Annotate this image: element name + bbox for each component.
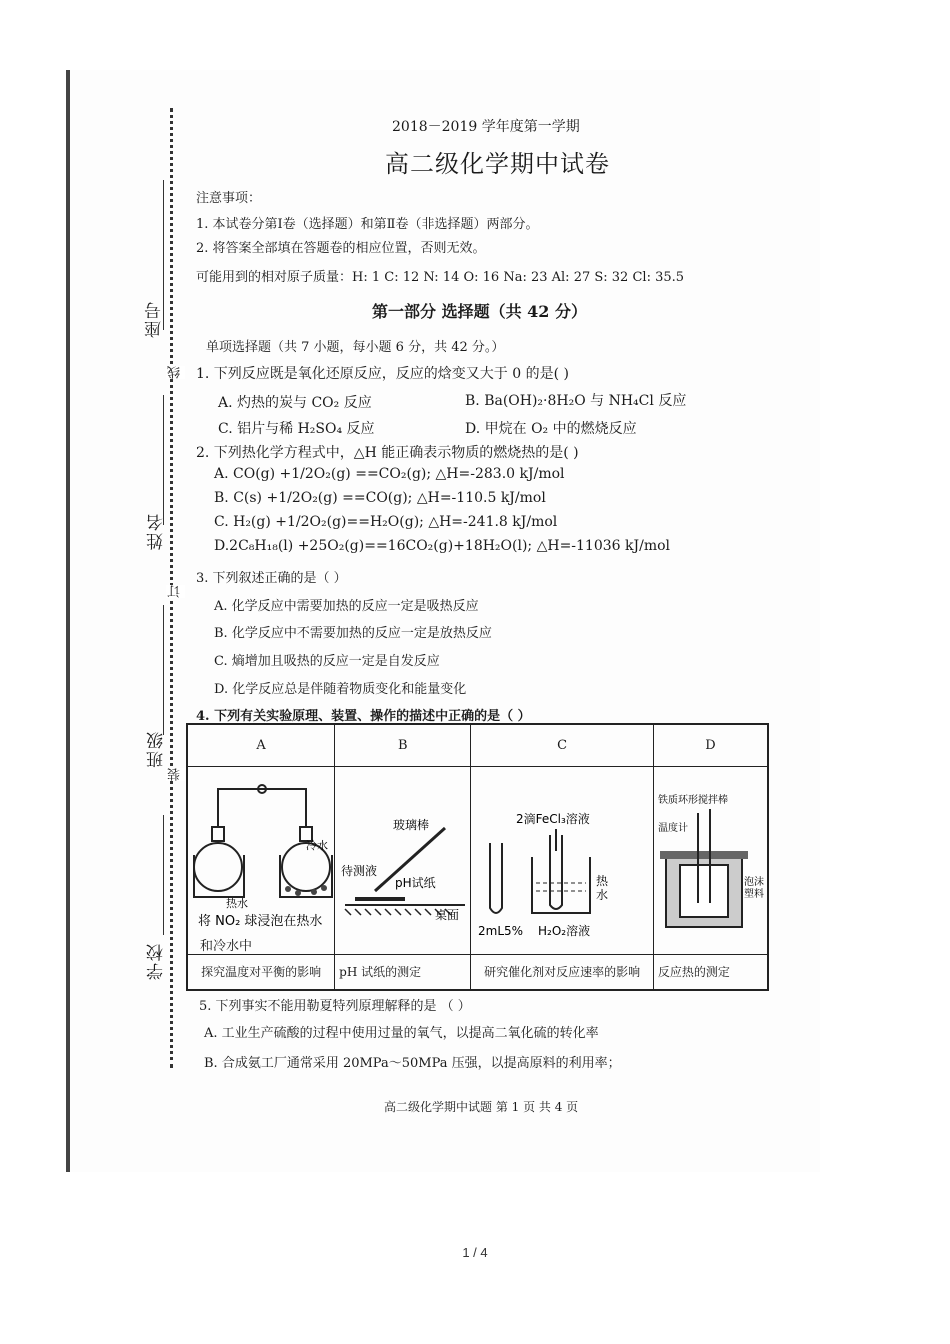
binding-xian: 线 xyxy=(168,366,183,379)
atomic-masses: 可能用到的相对原子质量：H: 1 C: 12 N: 14 O: 16 Na: 23 Al: 27 S: 32 Cl: 35.5 xyxy=(196,270,685,285)
q4-figure-d xyxy=(653,766,768,954)
glass-rod-label: 玻璃棒 xyxy=(393,818,430,832)
school-label: 学校 xyxy=(147,942,167,980)
class-blank xyxy=(163,605,164,735)
foam-label-1: 泡沫 xyxy=(743,877,764,888)
q4-figure-a xyxy=(187,766,335,954)
q4-caption-b: pH 试纸的测定 xyxy=(335,954,471,990)
q4-col-b-header: B xyxy=(335,724,471,766)
ph-paper-label: pH试纸 xyxy=(395,876,436,890)
q4-stem: 4. 下列有关实验原理、装置、操作的描述中正确的是（ ） xyxy=(196,709,531,724)
h2o2-amount-label: 2mL5% xyxy=(477,924,523,938)
page-number: 1 / 4 xyxy=(462,1245,488,1260)
q5-option-a: A. 工业生产硫酸的过程中使用过量的氧气，以提高二氧化硫的转化率 xyxy=(204,1026,599,1041)
no2-flasks-diagram xyxy=(188,767,334,937)
thermometer-label: 温度计 xyxy=(657,823,688,834)
note-2: 2. 将答案全部填在答题卷的相应位置，否则无效。 xyxy=(196,241,486,256)
cold-water-label: 冷水 xyxy=(306,838,329,852)
hot-water-label: 热水 xyxy=(226,896,249,910)
q4-figure-b xyxy=(335,766,471,954)
q3-option-c: C. 熵增加且吸热的反应一定是自发反应 xyxy=(214,654,440,669)
q3-option-b: B. 化学反应中不需要加热的反应一定是放热反应 xyxy=(214,626,492,641)
part1-instruction: 单项选择题（共 7 小题，每小题 6 分，共 42 分。） xyxy=(206,340,505,355)
q5-option-b: B. 合成氨工厂通常采用 20MPa～50MPa 压强，以提高原料的利用率； xyxy=(204,1056,621,1071)
q2-stem: 2. 下列热化学方程式中，△H 能正确表示物质的燃烧热的是( ) xyxy=(196,445,579,461)
q2-option-d: D.2C₈H₁₈(l) +25O₂(g)==16CO₂(g)+18H₂O(l); △H=-11036 kJ/mol xyxy=(214,538,671,554)
q1-option-b: B. Ba(OH)₂·8H₂O 与 NH₄Cl 反应 xyxy=(465,393,687,409)
q4-experiment-table xyxy=(186,723,769,991)
q5-stem: 5. 下列事实不能用勒夏特列原理解释的是 （ ） xyxy=(199,999,471,1014)
calorimeter-diagram xyxy=(654,773,767,943)
q3-option-a: A. 化学反应中需要加热的反应一定是吸热反应 xyxy=(214,599,479,614)
part1-title: 第一部分 选择题（共 42 分） xyxy=(372,302,587,321)
hot-label-2: 水 xyxy=(595,888,608,902)
q3-option-d: D. 化学反应总是伴随着物质变化和能量变化 xyxy=(214,682,467,697)
stirrer-label: 铁质环形搅拌棒 xyxy=(657,795,728,806)
note-1: 1. 本试卷分第Ⅰ卷（选择题）和第Ⅱ卷（非选择题）两部分。 xyxy=(196,217,539,232)
school-year: 2018－2019 学年度第一学期 xyxy=(392,119,580,135)
q3-stem: 3. 下列叙述正确的是（ ） xyxy=(196,571,347,586)
no2-note-line2: 和冷水中 xyxy=(200,938,253,954)
q4-col-a-header: A xyxy=(187,724,335,766)
notes-heading: 注意事项： xyxy=(196,191,262,206)
q4-col-d-header: D xyxy=(653,724,768,766)
h2o2-label: H₂O₂溶液 xyxy=(537,924,590,938)
hot-label-1: 热 xyxy=(595,874,608,888)
table-top-label: 桌面 xyxy=(435,908,460,922)
name-label: 姓名 xyxy=(147,512,167,550)
fecl3-drops-label: 2滴FeCl₃溶液 xyxy=(515,812,590,826)
q4-caption-c: 研究催化剂对反应速率的影响 xyxy=(471,954,653,990)
q4-caption-d: 反应热的测定 xyxy=(653,954,768,990)
q2-option-b: B. C(s) +1/2O₂(g) ==CO(g); △H=-110.5 kJ/mol xyxy=(214,490,546,506)
q2-option-a: A. CO(g) +1/2O₂(g) ==CO₂(g); △H=-283.0 kJ/mol xyxy=(214,466,565,482)
q1-option-a: A. 灼热的炭与 CO₂ 反应 xyxy=(218,395,372,411)
sample-label: 待测液 xyxy=(341,864,378,878)
q4-col-c-header: C xyxy=(471,724,653,766)
ph-test-diagram xyxy=(335,773,470,943)
q4-figure-c xyxy=(471,766,653,954)
q1-option-d: D. 甲烷在 O₂ 中的燃烧反应 xyxy=(465,421,637,437)
binding-ding: 订 xyxy=(168,585,183,598)
seat-label: 座号 xyxy=(145,300,165,338)
binding-zhuang: 装 xyxy=(168,768,183,781)
no2-note-line1: 将 NO₂ 球浸泡在热水 xyxy=(198,913,323,929)
exam-title: 高二级化学期中试卷 xyxy=(385,150,610,178)
scan-edge xyxy=(66,70,70,1172)
q1-stem: 1. 下列反应既是氧化还原反应，反应的焓变又大于 0 的是( ) xyxy=(196,366,569,382)
page-footer: 高二级化学期中试题 第 1 页 共 4 页 xyxy=(384,1100,579,1114)
foam-label-2: 塑料 xyxy=(743,889,764,900)
catalyst-diagram xyxy=(472,773,653,943)
school-blank xyxy=(163,815,164,935)
class-label: 班级 xyxy=(147,730,167,768)
q2-option-c: C. H₂(g) +1/2O₂(g)==H₂O(g); △H=-241.8 kJ/mol xyxy=(214,514,558,530)
q4-caption-a: 探究温度对平衡的影响 xyxy=(187,954,335,990)
q1-option-c: C. 铝片与稀 H₂SO₄ 反应 xyxy=(218,421,375,437)
name-blank xyxy=(163,395,164,525)
